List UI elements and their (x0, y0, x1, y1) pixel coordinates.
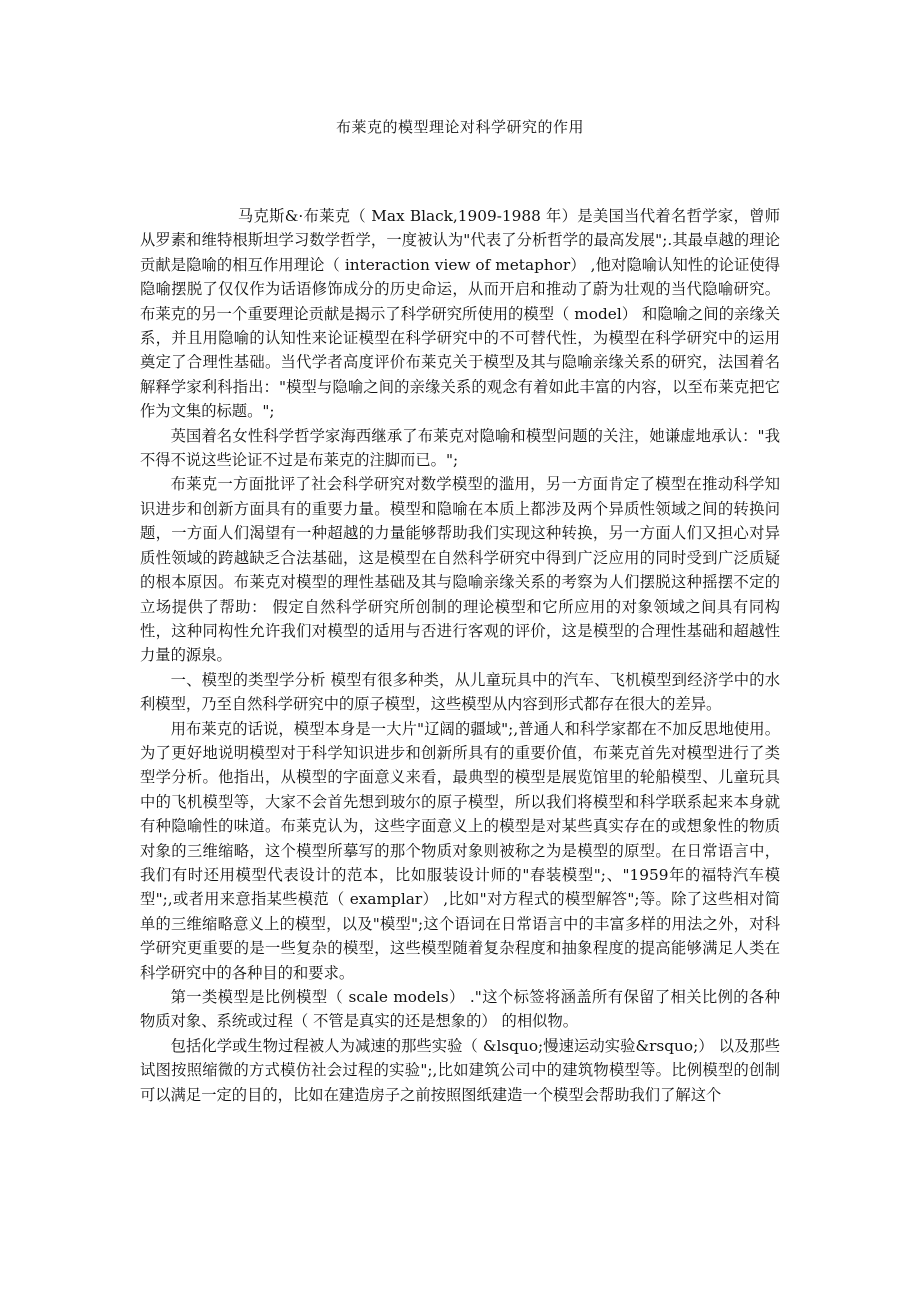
paragraph-1: 马克斯&·布莱克（ Max Black,1909-1988 年）是美国当代着名哲学家，曾师从罗素和维特根斯坦学习数学哲学，一度被认为"代表了分析哲学的最高发展";.其最卓越的理论贡献是隐喻的相互作用理论（ interaction view of metaphor） ,他对隐喻认知性的论证使得隐喻摆脱了仅仅作为话语修饰成分的历史命运，从而开启和推动了蔚为壮观的当代隐喻研究。布莱克的另一个重要理论贡献是揭示了科学研究所使用的模型（ model） 和隐喻之间的亲缘关系，并且用隐喻的认知性来论证模型在科学研究中的不可替代性，为模型在科学研究中的运用奠定了合理性基础。当代学者高度评价布莱克关于模型及其与隐喻亲缘关系的研究，法国着名解释学家利科指出："模型与隐喻之间的亲缘关系的观念有着如此丰富的内容，以至布莱克把它作为文集的标题。"; (140, 207, 780, 421)
paragraph-2: 英国着名女性科学哲学家海西继承了布莱克对隐喻和模型问题的关注，她谦虚地承认："我不得不说这些论证不过是布莱克的注脚而已。"; (140, 426, 780, 470)
paragraph-3: 布莱克一方面批评了社会科学研究对数学模型的滥用，另一方面肯定了模型在推动科学知识进步和创新方面具有的重要力量。模型和隐喻在本质上都涉及两个异质性领域之间的转换问题，一方面人们渴望有一种超越的力量能够帮助我们实现这种转换，另一方面人们又担心对异质性领域的跨越缺乏合法基础，这是模型在自然科学研究中得到广泛应用的同时受到广泛质疑的根本原因。布莱克对模型的理性基础及其与隐喻亲缘关系的考察为人们摆脱这种摇摆不定的立场提供了帮助： 假定自然科学研究所创制的理论模型和它所应用的对象领域之间具有同构性，这种同构性允许我们对模型的适用与否进行客观的评价，这是模型的合理性基础和超越性力量的源泉。 (140, 475, 780, 665)
paragraph-7: 包括化学或生物过程被人为减速的那些实验（ &lsquo;慢速运动实验&rsquo;） 以及那些试图按照缩微的方式模仿社会过程的实验";,比如建筑公司中的建筑物模型等。比例模型的创制可以满足一定的目的，比如在建造房子之前按照图纸建造一个模型会帮助我们了解这个 (140, 1036, 780, 1104)
paragraph-5: 用布莱克的话说，模型本身是一大片"辽阔的疆域";,普通人和科学家都在不加反思地使用。为了更好地说明模型对于科学知识进步和创新所具有的重要价值，布莱克首先对模型进行了类型学分析。他指出，从模型的字面意义来看，最典型的模型是展览馆里的轮船模型、儿童玩具中的飞机模型等，大家不会首先想到玻尔的原子模型，所以我们将模型和科学联系起来本身就有种隐喻性的味道。布莱克认为，这些字面意义上的模型是对某些真实存在的或想象性的物质对象的三维缩略，这个模型所摹写的那个物质对象则被称之为是模型的原型。在日常语言中，我们有时还用模型代表设计的范本，比如服装设计师的"春装模型";、"1959年的福特汽车模型";,或者用来意指某些模范（ examplar） ,比如"对方程式的模型解答";等。除了这些相对简单的三维缩略意义上的模型，以及"模型";这个语词在日常语言中的丰富多样的用法之外，对科学研究更重要的是一些复杂的模型，这些模型随着复杂程度和抽象程度的提高能够满足人类在科学研究中的各种目的和要求。 (140, 719, 780, 982)
paragraph-4: 一、模型的类型学分析 模型有很多种类，从儿童玩具中的汽车、飞机模型到经济学中的水利模型，乃至自然科学研究中的原子模型，这些模型从内容到形式都存在很大的差异。 (140, 670, 780, 714)
document-body (140, 204, 780, 1107)
document-title: 布莱克的模型理论对科学研究的作用 (335, 118, 584, 136)
paragraph-6: 第一类模型是比例模型（ scale models） ."这个标签将涵盖所有保留了相关比例的各种物质对象、系统或过程（ 不管是真实的还是想象的） 的相似物。 (140, 988, 780, 1031)
